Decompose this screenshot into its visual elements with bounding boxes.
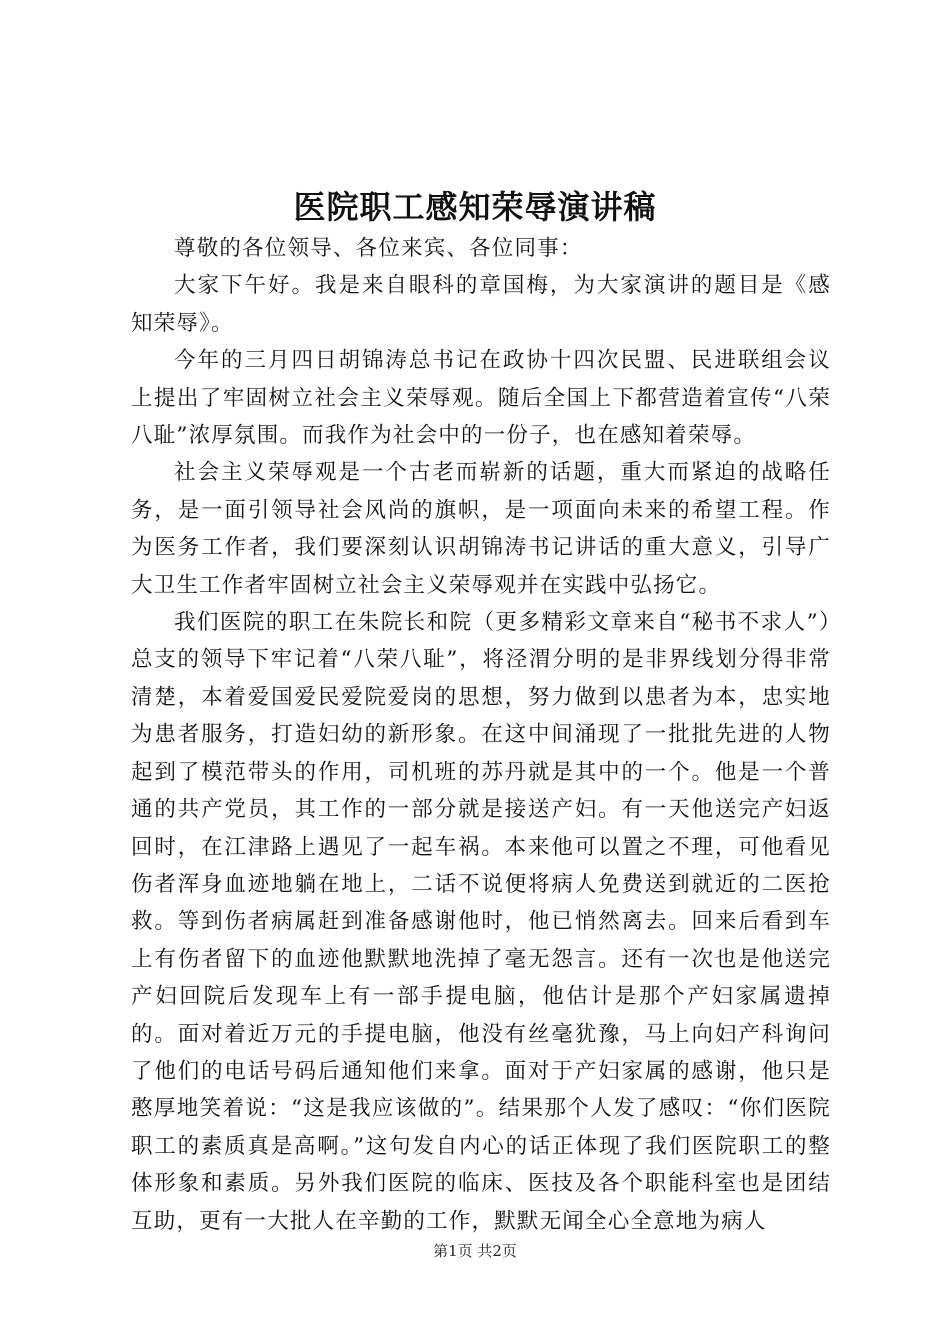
paragraph-example: 我们医院的职工在朱院长和院（更多精彩文章来自“秘书不求人”）总支的领导下牢记着“八荣八耻”，将泾渭分明的是非界线划分得非常清楚，本着爱国爱民爱院爱岗的思想，努力做到以患者为本，忠实地为患者服务，打造妇幼的新形象。在这中间涌现了一批批先进的人物起到了模范带头的作用，司机班的苏丹就是其中的一个。他是一个普通的共产党员，其工作的一部分就是接送产妇。有一天他送完产妇返回时，在江津路上遇见了一起车祸。本来他可以置之不理，可他看见伤者浑身血迹地躺在地上，二话不说便将病人免费送到就近的二医抢救。等到伤者病属赶到准备感谢他时，他已悄然离去。回来后看到车上有伤者留下的血迹他默默地洗掉了毫无怨言。还有一次也是他送完产妇回院后发现车上有一部手提电脑，他估计是那个产妇家属遗掉的。面对着近万元的手提电脑，他没有丝毫犹豫，马上向妇产科询问了他们的电话号码后通知他们来拿。面对于产妇家属的感谢，他只是憨厚地笑着说：“这是我应该做的”。结果那个人发了感叹：“你们医院职工的素质真是高啊。”这句发自内心的话正体现了我们医院职工的整体形象和素质。另外我们医院的临床、医技及各个职能科室也是团结互助，更有一大批人在辛勤的工作，默默无闻全心全意地为病人	[131, 610, 831, 1234]
paragraph-intro: 大家下午好。我是来自眼科的章国梅，为大家演讲的题目是《感知荣辱》。	[131, 273, 831, 336]
document-body	[131, 230, 831, 1240]
paragraph-background: 今年的三月四日胡锦涛总书记在政协十四次民盟、民进联组会议上提出了牢固树立社会主义荣辱观。随后全国上下都营造着宣传“八荣八耻”浓厚氛围。而我作为社会中的一份子，也在感知着荣辱。	[131, 348, 831, 449]
paragraph-significance: 社会主义荣辱观是一个古老而崭新的话题，重大而紧迫的战略任务，是一面引领导社会风尚的旗帜，是一项面向未来的希望工程。作为医务工作者，我们要深刻认识胡锦涛书记讲话的重大意义，引导广大卫生工作者牢固树立社会主义荣辱观并在实践中弘扬它。	[131, 460, 831, 598]
paragraph-greeting: 尊敬的各位领导、各位来宾、各位同事：	[174, 236, 583, 261]
document-title: 医院职工感知荣辱演讲稿	[293, 188, 657, 226]
page-number-footer: 第1页 共2页	[433, 1242, 517, 1260]
